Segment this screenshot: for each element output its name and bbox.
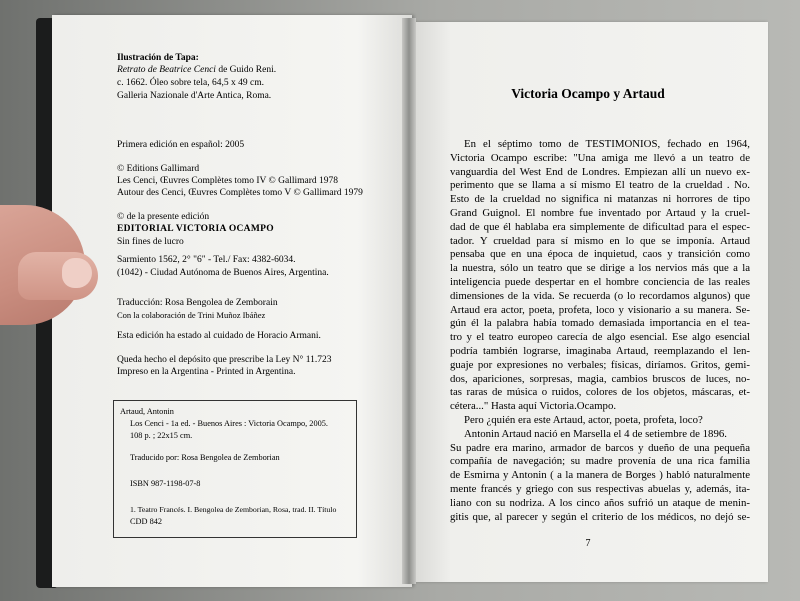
first-edition: Primera edición en español: 2005 <box>117 140 245 150</box>
legal-deposit: Queda hecho el depósito que prescribe la Ley N° 11.723 <box>117 355 332 365</box>
body-line: dos, apariciones, sorpresas, magia, cambios bruscos de luces, no- <box>450 372 750 385</box>
body-line: Esto de la crueldad no significa ni matanzas ni horrores de tipo <box>450 193 750 206</box>
body-line: perimento que se llama a sí mismo El teatro de la crueldad . No. <box>450 179 750 192</box>
body-line: gún él la palabra había tomado demasiada importancia en el tea- <box>450 317 750 330</box>
printed-in: Impreso en la Argentina - Printed in Argentina. <box>117 367 296 377</box>
body-line: la nuestra, sólo un teatro que se dirige a los nervios más que a la <box>450 262 750 275</box>
body-line: pensaba que en una época de inquietud, caos y transición como <box>450 248 750 261</box>
body-line: dad de que él hablaba era simplemente de dificultad para el espec- <box>450 220 750 233</box>
publisher-city: (1042) - Ciudad Autónoma de Buenos Aires, Argentina. <box>117 268 329 278</box>
catalog-pages-line: 108 p. ; 22x15 cm. <box>130 431 193 440</box>
illustration-work-line <box>117 64 276 76</box>
publisher-name: EDITORIAL VICTORIA OCAMPO <box>117 224 274 234</box>
translation-credit: Traducción: Rosa Bengolea de Zemborain <box>117 298 278 308</box>
body-line: Grand Guignol. El nombre fue inventado por Artaud y la cruel- <box>450 206 750 219</box>
copyright-line: Autour des Cenci, Œuvres Complètes tomo V © Gallimard 1979 <box>117 188 363 198</box>
body-line: Su padre era marino, armador de barcos y dueño de una pequeña <box>450 441 750 454</box>
body-line: En el séptimo tomo de TESTIMONIOS, fechado en 1964, <box>464 138 750 150</box>
catalog-isbn: ISBN 987-1198-07-8 <box>130 479 201 488</box>
body-line: Pero ¿quién era este Artaud, actor, poeta, profeta, loco? <box>464 413 703 426</box>
book-gutter <box>402 18 416 584</box>
body-line: guaje por expresiones no verbales; físicas, diríamos. Gritos, gemi- <box>450 358 750 371</box>
publisher-address: Sarmiento 1562, 2° "6" - Tel./ Fax: 4382-6034. <box>117 255 296 265</box>
chapter-title: Victoria Ocampo y Artaud <box>511 86 665 101</box>
editorial-care: Esta edición ha estado al cuidado de Horacio Armani. <box>117 331 321 341</box>
illustration-work: Retrato de Beatrice Cenci <box>117 65 216 75</box>
catalog-author: Artaud, Antonin <box>120 407 174 416</box>
body-line: vanguardia del West End de Londres. Empiezan allí un nuevo ex- <box>450 165 750 178</box>
body-line: Victoria Ocampo escribe: "Una amiga me llevó a un teatro de <box>450 151 750 164</box>
collaboration-credit: Con la colaboración de Trini Muñoz Ibáñez <box>117 310 266 320</box>
body-line: Antonin Artaud nació en Marsella el 4 de setiembre de 1896. <box>464 427 727 440</box>
body-line: tador. Y crueldad para sí mismo en lo que se imponía. Artaud <box>450 234 750 247</box>
body-line: de Esmirna y Antonin ( a la manera de Borges ) habló naturalmente <box>450 469 750 482</box>
thumbnail <box>62 258 92 288</box>
body-line: dimensiones de la vida. Se recuerda (o lo recordamos algunos) que <box>450 289 750 302</box>
body-line: gitis que, al parecer y según el criterio de los médicos, no dejó se- <box>450 510 750 523</box>
copyright-line: Les Cenci, Œuvres Complètes tomo IV © Gallimard 1978 <box>117 176 339 186</box>
copyright-line: © Editions Gallimard <box>117 164 200 174</box>
publisher-note: Sin fines de lucro <box>117 237 184 247</box>
catalog-subjects: 1. Teatro Francés. I. Bengolea de Zemborian, Rosa, trad. II. Título <box>130 505 337 514</box>
body-line: mente francés y griego con sus respectivas abuelas y, además, ita- <box>450 482 750 495</box>
catalog-record-box <box>113 400 357 538</box>
body-line: Artaud era actor, poeta, profeta, loco y visionario a su manera. Se- <box>450 303 750 316</box>
body-line: inteligencia puede despertar en el hombre conciencia de las reales <box>450 275 750 288</box>
body-line: cétera..." Hasta aquí Victoria.Ocampo. <box>450 400 617 413</box>
illustration-artist: de Guido Reni. <box>215 65 277 75</box>
body-text <box>450 138 750 524</box>
catalog-title-line: Los Cenci - 1a ed. - Buenos Aires : Victoria Ocampo, 2005. <box>130 419 328 428</box>
illustration-museum: Galleria Nazionale d'Arte Antica, Roma. <box>117 91 272 101</box>
illustration-details: c. 1662. Óleo sobre tela, 64,5 x 49 cm. <box>117 78 264 88</box>
page-number: 7 <box>585 538 591 549</box>
catalog-cdd: CDD 842 <box>130 517 163 526</box>
illustration-heading: Ilustración de Tapa: <box>117 53 199 63</box>
body-line: liano con su nodriza. A los cinco años sufrió un ataque de menin- <box>450 496 750 509</box>
present-edition: © de la presente edición <box>117 212 210 222</box>
body-line: tas raras de música o ruidos, colores de los objetos, máscaras, et- <box>450 386 750 399</box>
body-line: podría también lograrse, imaginaba Artaud, reemplazando el len- <box>450 344 750 357</box>
body-line: compañía de navegación; su madre provenía de una rica familia <box>450 455 750 468</box>
catalog-translator: Traducido por: Rosa Bengolea de Zemborian <box>130 453 280 462</box>
body-line: tro y el teatro europeo carecía de algo esencial. Ese algo esencial <box>450 331 750 344</box>
